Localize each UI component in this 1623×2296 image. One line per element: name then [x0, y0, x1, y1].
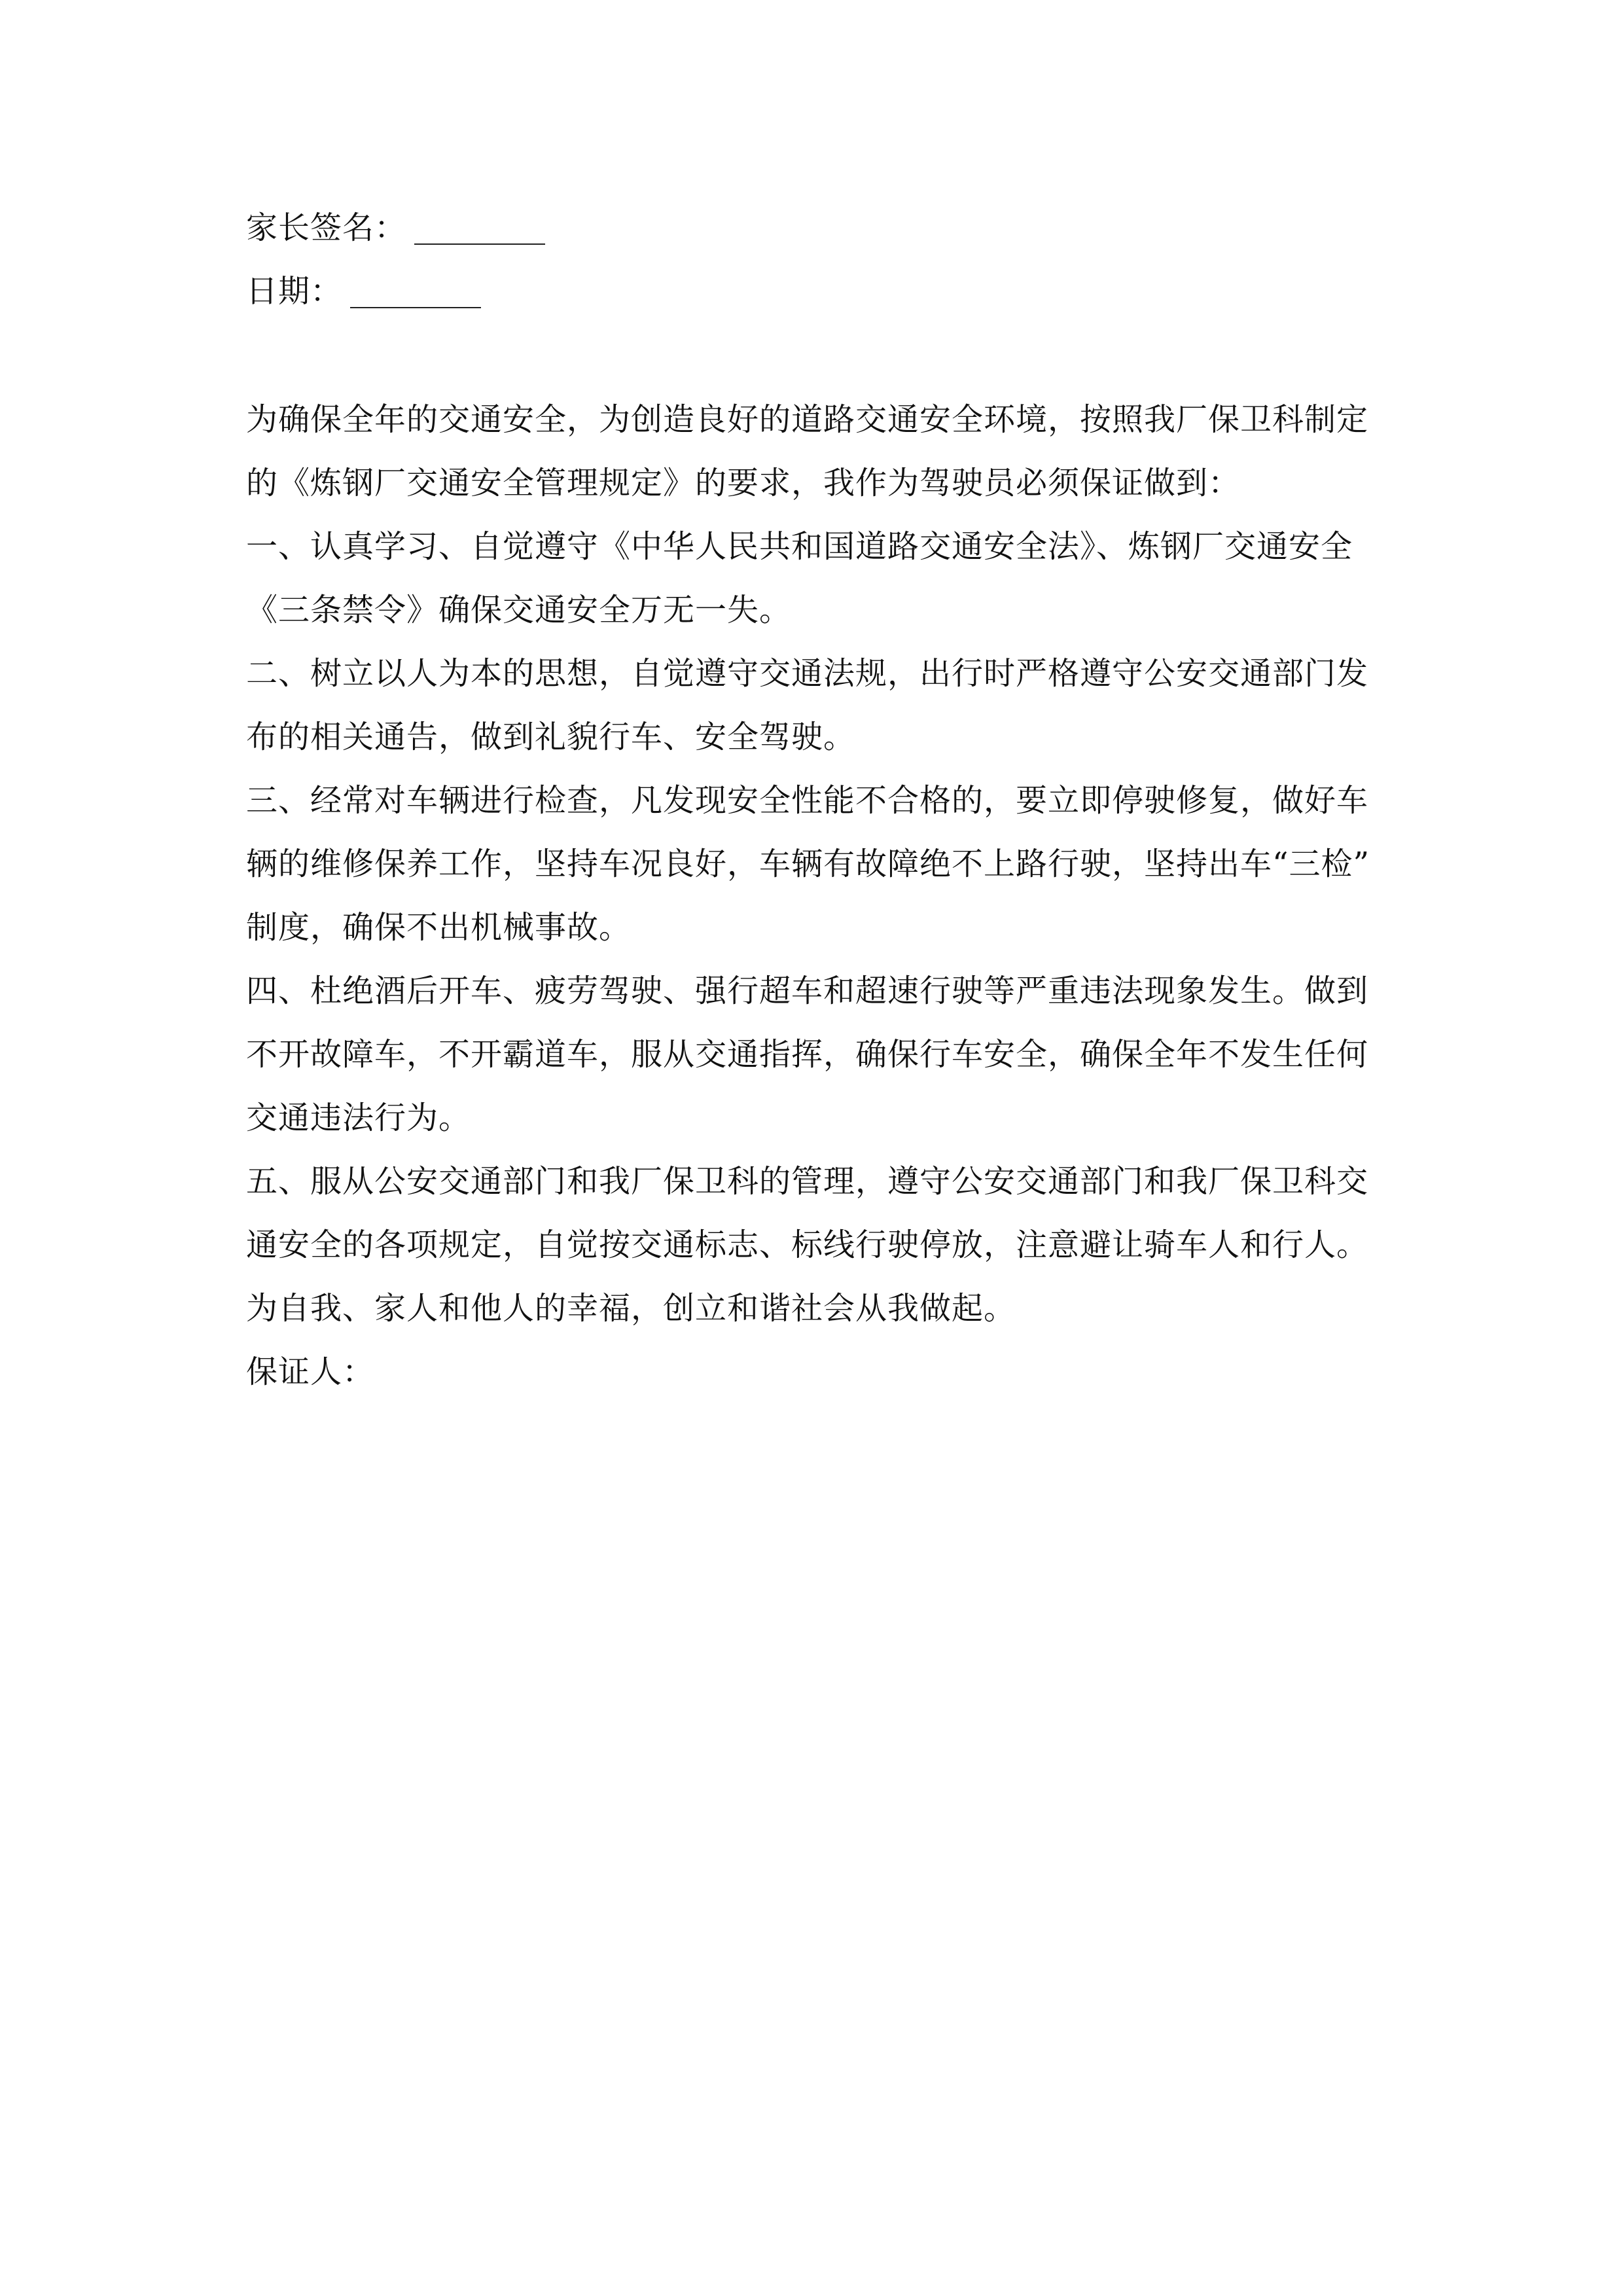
date-blank	[350, 307, 481, 308]
guarantor-label: 保证人：	[246, 1354, 375, 1390]
body-line: 二、树立以人为本的思想，自觉遵守交通法规，出行时严格遵守公安交通部门发	[246, 655, 1369, 692]
parent-signature-line	[246, 196, 1398, 260]
date-label: 日期：	[246, 273, 343, 310]
parent-signature-label: 家长签名：	[246, 209, 407, 246]
body-line: 制度，确保不出机械事故。	[246, 909, 632, 946]
body-line: 的《炼钢厂交通安全管理规定》的要求，我作为驾驶员必须保证做到：	[246, 465, 1241, 501]
body-line: 辆的维修保养工作，坚持车况良好，车辆有故障绝不上路行驶，坚持出车“三检”	[246, 846, 1370, 882]
body-line: 通安全的各项规定，自觉按交通标志、标线行驶停放，注意避让骑车人和行人。	[246, 1227, 1369, 1263]
body-line: 四、杜绝酒后开车、疲劳驾驶、强行超车和超速行驶等严重违法现象发生。做到	[246, 973, 1369, 1009]
body-line: 为确保全年的交通安全，为创造良好的道路交通安全环境，按照我厂保卫科制定	[246, 401, 1369, 438]
date-line	[246, 260, 1398, 323]
parent-signature-blank	[414, 243, 545, 245]
body-line: 交通违法行为。	[246, 1100, 471, 1136]
body-line: 《三条禁令》确保交通安全万无一失。	[246, 592, 792, 628]
body-line: 为自我、家人和他人的幸福，创立和谐社会从我做起。	[246, 1290, 1016, 1327]
signature-block	[246, 196, 1398, 323]
body-line: 布的相关通告，做到礼貌行车、安全驾驶。	[246, 719, 856, 755]
body-line: 不开故障车，不开霸道车，服从交通指挥，确保行车安全，确保全年不发生任何	[246, 1036, 1369, 1073]
body-line: 五、服从公安交通部门和我厂保卫科的管理，遵守公安交通部门和我厂保卫科交	[246, 1163, 1369, 1200]
body-line: 一、认真学习、自觉遵守《中华人民共和国道路交通安全法》、炼钢厂交通安全	[246, 528, 1353, 565]
pledge-body	[246, 388, 1398, 1404]
body-line: 三、经常对车辆进行检查，凡发现安全性能不合格的，要立即停驶修复，做好车	[246, 782, 1369, 819]
